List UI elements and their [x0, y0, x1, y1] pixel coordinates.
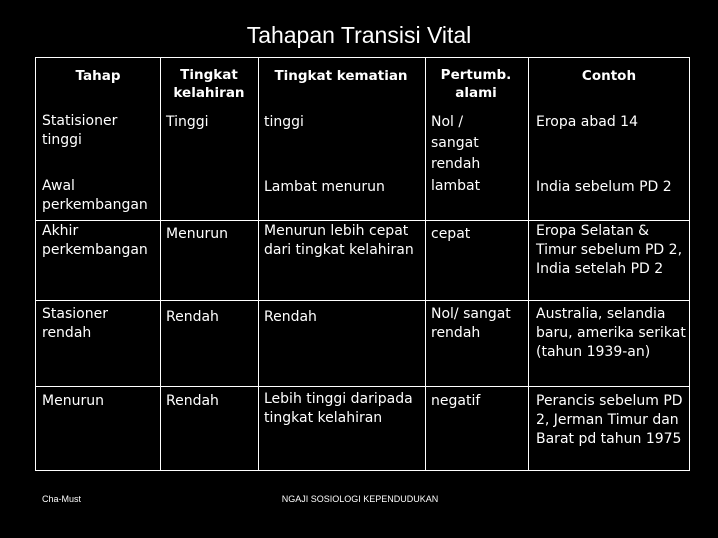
table-cell: Akhir perkembangan [42, 223, 148, 258]
table-cell: Rendah [264, 309, 317, 325]
table-cell: Awal perkembangan [42, 178, 148, 213]
column-divider [528, 57, 529, 471]
table-cell: Menurun lebih cepat dari tingkat kelahiran [264, 223, 414, 258]
table-cell: Eropa Selatan & Timur sebelum PD 2, India setelah PD 2 [536, 223, 683, 277]
row-divider [35, 386, 690, 387]
column-header-tahap: Tahap [75, 68, 121, 84]
table-cell: Rendah [166, 393, 219, 409]
table-cell: Australia, selandia baru, amerika serikat (tahun 1939-an) [536, 306, 686, 360]
table-cell: Menurun [166, 226, 228, 242]
slide-title: Tahapan Transisi Vital [246, 22, 472, 48]
table-cell: Menurun [42, 393, 104, 409]
table-cell: Nol / sangat rendah [431, 114, 481, 172]
table-cell: India sebelum PD 2 [536, 179, 672, 195]
row-divider [35, 300, 690, 301]
table-cell: Eropa abad 14 [536, 114, 638, 130]
table-cell: lambat [431, 178, 481, 194]
table-cell: Statisioner tinggi [42, 113, 118, 148]
table-cell: Lebih tinggi daripada tingkat kelahiran [264, 391, 413, 426]
table-cell: Lambat menurun [264, 179, 385, 195]
table-cell: Rendah [166, 309, 219, 325]
table-cell: Stasioner rendah [42, 306, 108, 341]
column-header-pertumbuhan-alami: Pertumb. alami [440, 67, 512, 101]
column-header-contoh: Contoh [581, 68, 637, 84]
table-cell: negatif [431, 393, 481, 409]
table-cell: tinggi [264, 114, 304, 130]
column-divider [258, 57, 259, 471]
column-header-tingkat-kematian: Tingkat kematian [274, 68, 408, 84]
footer-course-title: NGAJI SOSIOLOGI KEPENDUDUKAN [281, 494, 439, 504]
table-cell: Nol/ sangat rendah [431, 306, 511, 341]
footer-author: Cha-Must [42, 494, 82, 504]
column-divider [160, 57, 161, 471]
table-cell: Tinggi [166, 114, 209, 130]
row-divider [35, 220, 690, 221]
table-cell: cepat [431, 226, 471, 242]
column-header-tingkat-kelahiran: Tingkat kelahiran [173, 67, 245, 101]
table-cell: Perancis sebelum PD 2, Jerman Timur dan Barat pd tahun 1975 [536, 393, 683, 447]
